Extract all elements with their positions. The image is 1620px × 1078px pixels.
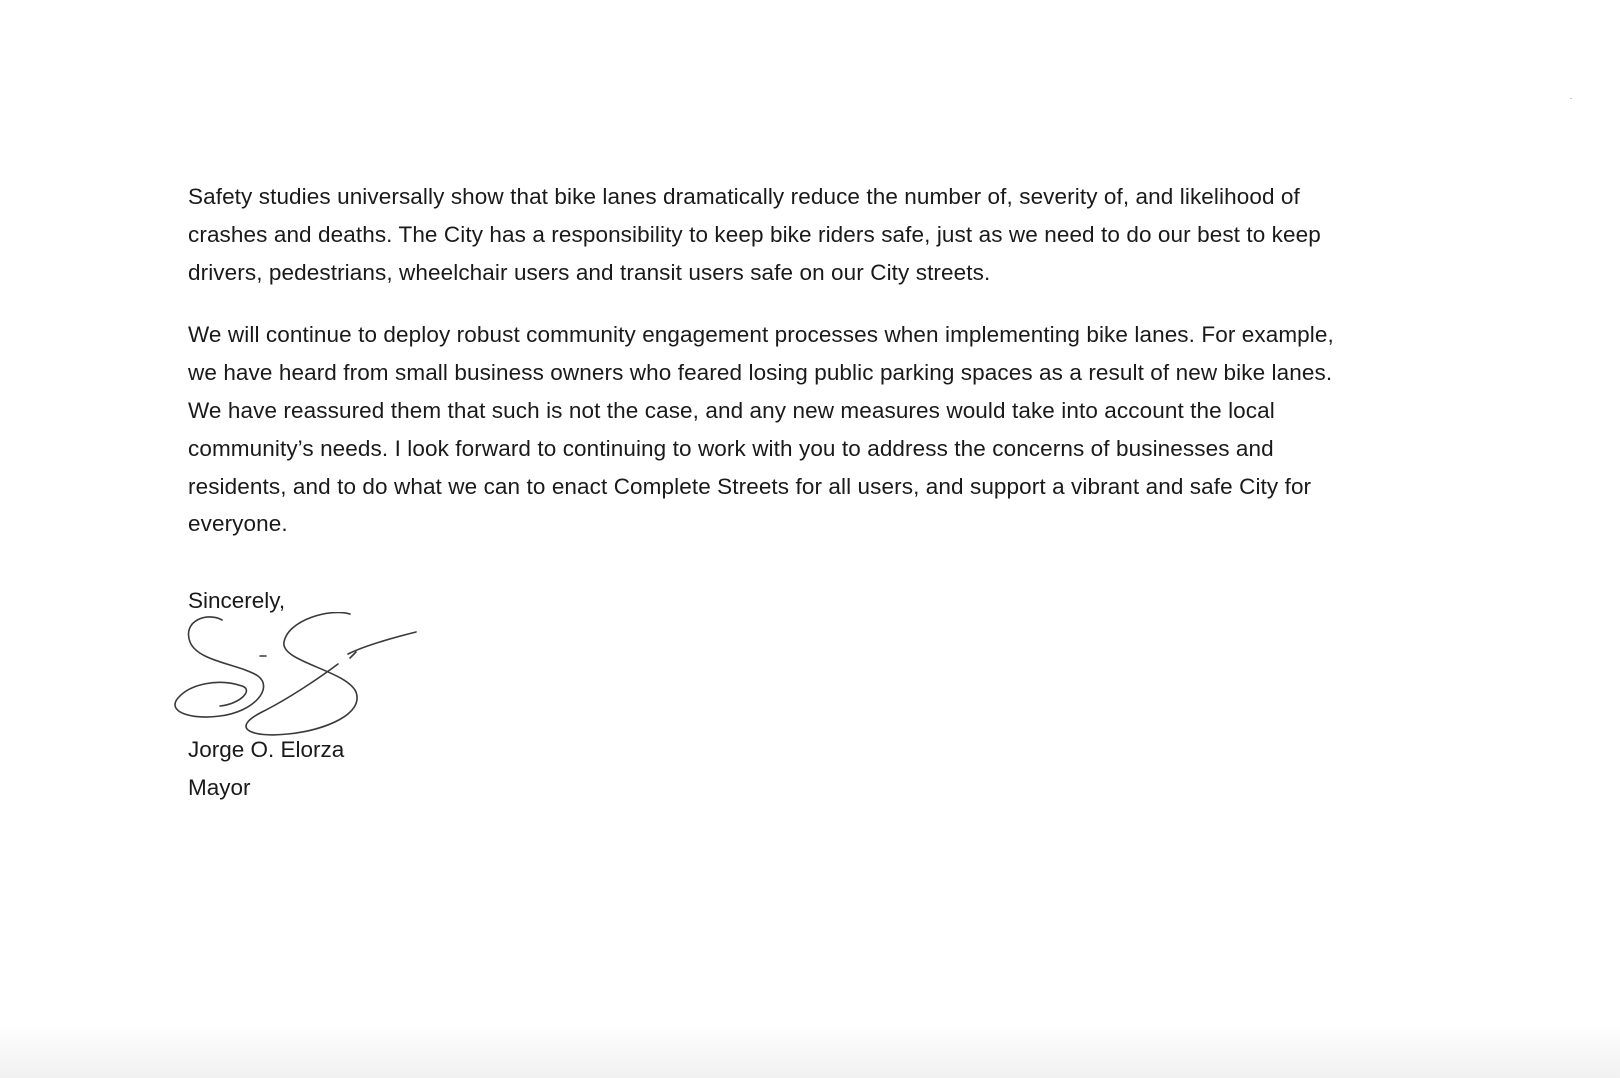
signer-title: Mayor <box>188 775 251 800</box>
scan-speck <box>1570 98 1572 99</box>
closing-salutation: Sincerely, <box>188 588 286 613</box>
page-bottom-edge <box>0 1024 1620 1078</box>
letter-body <box>188 178 1448 579</box>
body-paragraph-2: We will continue to deploy robust community engagement processes when implementing bike lanes. For example, we have heard from small business owners who feared losing public parking spaces as a result of new bike lanes. We have reassured them that such is not the case, and any new measures would take into account the local community’s needs. I look forward to continuing to work with you to address the concerns of businesses and residents, and to do what we can to enact Complete Streets for all users, and support a vibrant and safe City for everyone. <box>188 322 1334 537</box>
body-paragraph-1: Safety studies universally show that bike lanes dramatically reduce the number of, severity of, and likelihood of crashes and deaths. The City has a responsibility to keep bike riders safe, just as we need to do our best to keep drivers, pedestrians, wheelchair users and transit users safe on our City streets. <box>188 184 1321 285</box>
signer-name: Jorge O. Elorza <box>188 737 345 762</box>
